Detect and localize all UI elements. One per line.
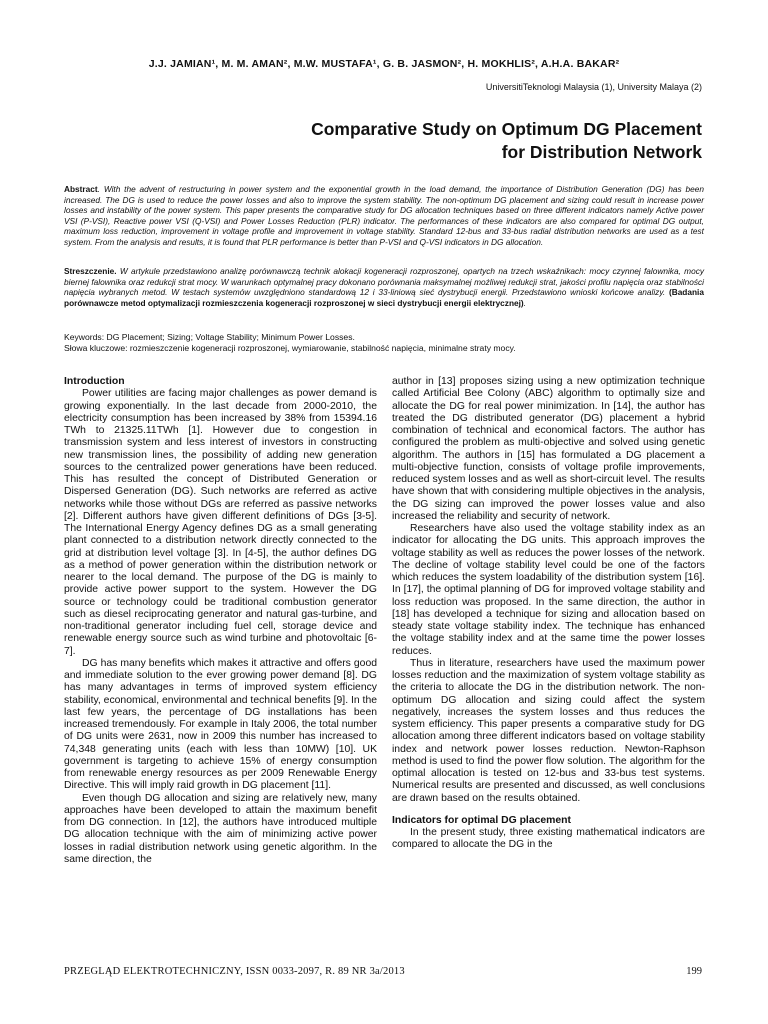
streszczenie-end: .	[523, 297, 527, 308]
paragraph: Even though DG allocation and sizing are relatively new, many approaches have been developed to attain the maximum benefit from DG connection. In [12], the authors have introduced multiple DG allocation technique with the aim of minimizing active power losses in radial distribution network using genetic algorithm. In the same direction, the	[64, 792, 377, 865]
streszczenie-text: W artykule przedstawiono analizę porównawczą technik alokacji kogeneracji rozproszonej, opartych na trzech wskaźnikach: mocy czynnej falownika, mocy biernej falownika oraz redukcji strat mocy. W warunkach optymalnej pracy dokonano porównania maksymalnej możliwej redukcji strat, jakości profilu napięcia oraz stabilności napięcia wybranych metod. W testach systemów uwzględniono standardową 12 i 33-liniową sieć dystrybucji energii. Przedstawiono wnioski końcowe analizy.	[64, 266, 704, 298]
author-list: J.J. JAMIAN¹, M. M. AMAN², M.W. MUSTAFA¹, G. B. JASMON², H. MOKHLIS², A.H.A. BAKAR²	[148, 58, 620, 70]
keywords-block	[64, 332, 704, 354]
indicators-heading: Indicators for optimal DG placement	[392, 814, 571, 826]
streszczenie	[64, 266, 704, 308]
abstract-label: Abstract	[64, 184, 98, 194]
paragraph: Researchers have also used the voltage stability index as an indicator for allocating the DG units. This approach improves the voltage stability as well as reduces the power losses of the network. The decline of voltage stability level could be one of the factors which reduces the system loadability of the distribution system [16]. In [17], the optimal planning of DG for improved voltage stability and loss reduction was proposed. In the same direction, the author in [18] has developed a technique for sizing and allocation based on steady state voltage stability index. The technique has enhanced the voltage stability index and at the same time the power losses reduces.	[392, 523, 705, 657]
right-column	[392, 376, 705, 852]
title-line-1: Comparative Study on Optimum DG Placement	[311, 119, 702, 139]
paragraph: author in [13] proposes sizing using a new optimization technique called Artificial Bee Colony (ABC) algorithm to optimally size and allocate the DG for real power minimization. In [14], the author has treated the DG distributed generator (DG) placement a hybrid combination of technical and economical factors. The author has configured the problem as multi-objective and solved using genetic algorithm. The authors in [15] has formulated a DG placement a multi-objective function, consists of voltage profile improvements, reduced system losses and as well as short-circuit level. The results have shown that with considering multiple objectives in the analysis, the DG sizing can improved the power losses value and also increased the reliability and security of network.	[392, 376, 705, 522]
paper-title	[142, 118, 702, 164]
abstract-text: . With the advent of restructuring in power system and the exponential growth in the load demand, the importance of Distribution Generation (DG) has been increased. The DG is used to reduce the power losses and also to improve the system stability. The non-optimum DG placement and sizing could result in increase power losses and instability of the power system. This paper presents the comparative study for DG allocation techniques based on three different indicators namely Active power VSI (P-VSI), Reactive power VSI (Q-VSI) and Power Losses Reduction (PLR) indicator. The performances of these indicators are also compared for optimal DG output, maximum loss reduction, improvement in voltage profile and improvement in voltage stability. Standard 12-bus and 33-bus radial distribution networks are used as a test system. From the analysis and results, it is found that PLR performance is better than P-VSI and Q-VSI indicators in DG allocation.	[64, 184, 704, 247]
page-number: 199	[686, 966, 702, 977]
paragraph: In the present study, three existing mathematical indicators are compared to allocate the DG in the	[392, 827, 705, 851]
keywords-pl: Słowa kluczowe: rozmieszczenie kogeneracji rozproszonej, wymiarowanie, stabilność napięcia, minimalne straty mocy.	[64, 343, 516, 353]
title-line-2: for Distribution Network	[501, 142, 702, 162]
paragraph: Thus in literature, researchers have used the maximum power losses reduction and the maximization of system voltage stability as the criteria to allocate the DG in the distribution network. The non-optimum DG allocation and sizing could affect the system negatively, increases the system losses and thus reduces the system efficiency. This paper presents a comparative study for DG allocation among three different indicators based on voltage stability index and network power losses reduction. Newton-Raphson method is used to find the power flow solution. The algorithm for the optimal allocation is tested on 12-bus and 33-bus test systems. Numerical results are presented and discussed, as well conclusions are drawn based on the results obtained.	[392, 657, 705, 804]
streszczenie-polish-title: (Badania porównawcze metod optymalizacji rozmieszczenia kogeneracji rozproszonej w sieci dystrybucji energii elektrycznej)	[64, 287, 704, 308]
abstract	[64, 184, 704, 248]
keywords-en: Keywords: DG Placement; Sizing; Voltage Stability; Minimum Power Losses.	[64, 332, 355, 342]
journal-footer: PRZEGLĄD ELEKTROTECHNICZNY, ISSN 0033-2097, R. 89 NR 3a/2013	[64, 966, 405, 977]
streszczenie-label: Streszczenie.	[64, 266, 117, 276]
paragraph: Power utilities are facing major challenges as power demand is growing exponentially. In the last decade from 2000-2010, the electricity consumption has been increased by 38% from 15394.16 TWh to 21325.11TWh [1]. However due to congestion in transmission system and less interest of investors in constructing new transmission lines, the possibility of adding new generation sources to the centralized power generations have been reduced. This has resulted the concept of Distributed Generation or Dispersed Generation (DG). Such networks are referred as active networks while those without DGs are referred as passive networks [2]. Different authors have given different definitions of DGs [3-5]. The International Energy Agency defines DG as a small generating plant connected to a distribution network directly connected to the grid at distribution level voltage [3]. In [4-5], the author defines DG as a method of power generation within the distribution network or nearer to the local demand. The purpose of the DG is mainly to provide active power support to the system. However the DG source or technology could be traditional combustion generator such as diesel reciprocating generator and natural gas-turbine, and non-traditional generator including fuel cell, storage device and renewable energy source such as wind turbine and photovoltaic [6-7].	[64, 388, 377, 657]
introduction-heading: Introduction	[64, 376, 125, 387]
affiliations: UniversitiTeknologi Malaysia (1), University Malaya (2)	[485, 82, 702, 92]
paragraph: DG has many benefits which makes it attractive and offers good and immediate solution to the ever growing power demand [8]. DG has many advantages in terms of improved system efficiency stability, economical, environmental and technical benefits [9]. In the last few years, the percentage of DG installations has been increased tremendously. For example in Italy 2006, the total number of DG units were 2631, now in 2009 this number has increased to 74,348 generating units (each with less than 10MW) [10]. UK government is targeting to achieve 15% of energy consumption from renewable energy resources as per 2009 Renewable Energy Directive. This will imply raid growth in DG placement [11].	[64, 657, 377, 792]
left-column	[64, 376, 377, 866]
